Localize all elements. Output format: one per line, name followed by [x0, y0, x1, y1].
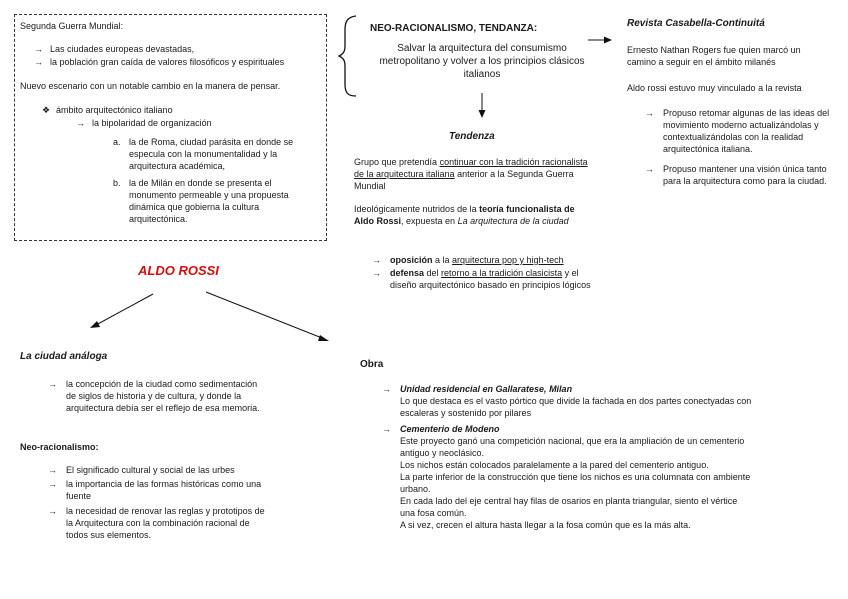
box-bullet-1: → Las ciudades europeas devastadas,: [34, 44, 195, 54]
arrow-icon: →: [48, 506, 57, 516]
arrow-icon: →: [645, 164, 654, 174]
arrow-icon: →: [48, 479, 57, 489]
box-bullet-2: → la población gran caída de valores filosóficos y espirituales: [34, 57, 285, 67]
box-scenario: Nuevo escenario con un notable cambio en la manera de pensar.: [20, 81, 281, 91]
arrow-icon: →: [34, 44, 43, 54]
arrow-icon: →: [382, 424, 391, 434]
revista-bullet-1: → Propuso retomar algunas de las ideas del movimiento moderno actualizándolas y contextualizándolas con la realidad arquitectónica italiana.: [645, 108, 830, 154]
ciudad-neo-2: → la importancia de las formas históricas como una fuente: [48, 479, 262, 501]
box-item-a: a. la de Roma, ciudad parásita en donde se especula con la monumentalidad y la arquitectura académica,: [113, 137, 294, 171]
arrow-to-obra: [206, 292, 329, 341]
box-bipolar: → la bipolaridad de organización: [76, 118, 212, 128]
arrow-icon: →: [382, 384, 391, 394]
revista-p1: Ernesto Nathan Rogers fue quien marcó un camino a seguir en el ámbito milanés: [627, 45, 801, 67]
tendenza-bullet-2: → defensa del retorno a la tradición clasicista y el diseño arquitectónico basado en principios lógicos: [372, 268, 591, 290]
obra-title: Obra: [360, 359, 384, 370]
neo-text: Salvar la arquitectura del consumismo metropolitano y volver a los principios clásicos italianos: [379, 43, 585, 80]
ciudad-neo-1: → El significado cultural y social de las urbes: [48, 465, 235, 475]
box-heading: Segunda Guerra Mundial:: [20, 21, 124, 31]
arrow-to-tendenza: [479, 93, 486, 118]
tendenza-bullet-1: → oposición a la arquitectura pop y high-tech: [372, 255, 564, 265]
revista-p2: Aldo rossi estuvo muy vinculado a la revista: [627, 83, 802, 93]
list-marker: a.: [113, 137, 121, 147]
ciudad-neo-3: → la necesidad de renovar las reglas y prototipos de la Arquitectura con la combinación racional de todos sus elementos.: [48, 506, 265, 540]
arrow-to-ciudad: [90, 294, 153, 328]
aldo-rossi-title: ALDO ROSSI: [138, 263, 219, 278]
tendenza-p1: Grupo que pretendía continuar con la tradición racionalista de la arquitectura italiana anterior a la Segunda Guerra Mundial: [354, 157, 588, 191]
tendenza-p2: Ideológicamente nutridos de la teoría funcionalista de Aldo Rossi, expuesta en La arquitectura de la ciudad: [354, 204, 575, 226]
arrow-icon: →: [48, 465, 57, 475]
arrow-icon: →: [48, 379, 57, 389]
arrow-icon: →: [645, 108, 654, 118]
revista-bullet-2: → Propuso mantener una visión única tanto para la arquitectura como para la ciudad.: [645, 164, 827, 186]
obra-work-1: → Unidad residencial en Gallaratese, Milan Lo que destaca es el vasto pórtico que divide la fachada en dos partes conectyadas con escaleras y sostenido por pilares: [382, 384, 752, 418]
arrow-icon: →: [34, 57, 43, 67]
arrow-icon: →: [76, 118, 85, 128]
ciudad-neo-title: Neo-racionalismo:: [20, 442, 99, 452]
obra-work-2: → Cementerio de Modeno Este proyecto ganó una competición nacional, que era la ampliación de un cementerio antiguo y neoclásico. Los nichos están colocados paralelamente a la pared del cementerio antiguo. La parte inferior de la construcción que tiene los nichos es una columnata con ambiente urbano. En cada lado del eje central hay filas de osarios en planta triangular, siento el vértice una fosa común. A si vez, crecen el altura hasta llegar a la fosa común que es la más alta.: [382, 424, 751, 530]
neo-title: NEO-RACIONALISMO, TENDANZA:: [370, 23, 538, 34]
arrow-icon: →: [372, 268, 381, 278]
box-item-b: b. la de Milán en donde se presenta el monumento permeable y una propuesta dinámica que gobierna la cultura arquitectónica.: [113, 178, 289, 224]
ciudad-title: La ciudad análoga: [20, 351, 108, 362]
ciudad-bullet-1: → la concepción de la ciudad como sedimentación de siglos de historia y de cultura, y donde la arquitectura debía ser el reflejo de esa memoria.: [48, 379, 260, 413]
box-ambit: ❖ ámbito arquitectónico italiano: [42, 105, 173, 115]
revista-title: Revista Casabella-Continuitá: [627, 18, 765, 29]
curly-brace: [339, 16, 356, 96]
arrow-icon: →: [372, 255, 381, 265]
diamond-bullet-icon: ❖: [42, 105, 51, 115]
list-marker: b.: [113, 178, 121, 188]
tendenza-title: Tendenza: [449, 131, 495, 142]
